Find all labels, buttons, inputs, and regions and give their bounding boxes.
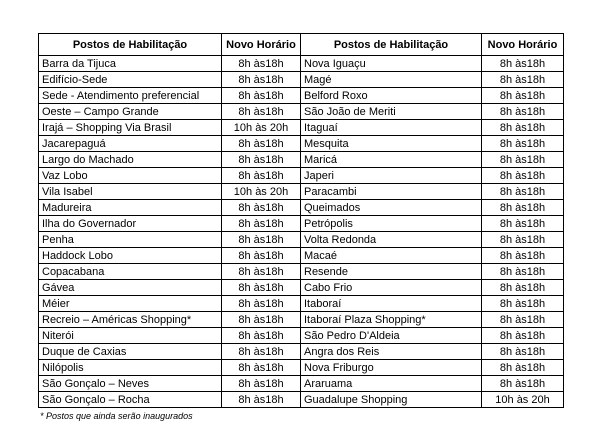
- right-post-cell: Angra dos Reis: [301, 344, 482, 360]
- left-hours-cell: 8h às18h: [222, 72, 301, 88]
- right-post-cell: Itaboraí Plaza Shopping*: [301, 312, 482, 328]
- right-hours-cell: 10h às 20h: [482, 392, 564, 408]
- left-hours-cell: 8h às18h: [222, 200, 301, 216]
- right-hours-cell: 8h às18h: [482, 312, 564, 328]
- left-post-cell: Oeste – Campo Grande: [39, 104, 222, 120]
- left-hours-cell: 8h às18h: [222, 88, 301, 104]
- right-post-cell: Volta Redonda: [301, 232, 482, 248]
- right-hours-cell: 8h às18h: [482, 152, 564, 168]
- right-hours-cell: 8h às18h: [482, 264, 564, 280]
- right-hours-cell: 8h às18h: [482, 248, 564, 264]
- left-hours-cell: 8h às18h: [222, 296, 301, 312]
- table-row: [39, 376, 564, 392]
- right-post-cell: São João de Meriti: [301, 104, 482, 120]
- table-row: [39, 168, 564, 184]
- right-hours-cell: 8h às18h: [482, 344, 564, 360]
- table-row: [39, 232, 564, 248]
- left-hours-cell: 8h às18h: [222, 216, 301, 232]
- left-post-cell: Copacabana: [39, 264, 222, 280]
- table-row: [39, 88, 564, 104]
- right-hours-cell: 8h às18h: [482, 376, 564, 392]
- left-post-cell: Edifício-Sede: [39, 72, 222, 88]
- left-post-cell: Barra da Tijuca: [39, 56, 222, 72]
- right-post-cell: Paracambi: [301, 184, 482, 200]
- right-hours-cell: 8h às18h: [482, 360, 564, 376]
- table-row: [39, 344, 564, 360]
- left-hours-cell: 8h às18h: [222, 104, 301, 120]
- left-post-cell: Vila Isabel: [39, 184, 222, 200]
- left-hours-cell: 8h às18h: [222, 264, 301, 280]
- right-post-cell: Resende: [301, 264, 482, 280]
- table-row: [39, 200, 564, 216]
- left-hours-cell: 8h às18h: [222, 312, 301, 328]
- right-post-cell: Belford Roxo: [301, 88, 482, 104]
- footnote: * Postos que ainda serão inaugurados: [40, 411, 193, 421]
- table-row: [39, 56, 564, 72]
- table-row: [39, 360, 564, 376]
- right-post-cell: Mesquita: [301, 136, 482, 152]
- table-row: [39, 280, 564, 296]
- table-body: [39, 56, 564, 408]
- right-hours-cell: 8h às18h: [482, 200, 564, 216]
- left-hours-cell: 8h às18h: [222, 392, 301, 408]
- left-hours-cell: 10h às 20h: [222, 120, 301, 136]
- right-hours-cell: 8h às18h: [482, 120, 564, 136]
- table-row: [39, 72, 564, 88]
- left-hours-cell: 8h às18h: [222, 248, 301, 264]
- left-post-cell: Niterói: [39, 328, 222, 344]
- right-hours-cell: 8h às18h: [482, 216, 564, 232]
- left-post-cell: Jacarepaguá: [39, 136, 222, 152]
- table-row: [39, 392, 564, 408]
- right-post-cell: Nova Friburgo: [301, 360, 482, 376]
- left-post-cell: Haddock Lobo: [39, 248, 222, 264]
- table-row: [39, 264, 564, 280]
- left-post-cell: Recreio – Américas Shopping*: [39, 312, 222, 328]
- left-hours-cell: 8h às18h: [222, 232, 301, 248]
- header-hours-left: Novo Horário: [222, 34, 301, 56]
- right-post-cell: Magé: [301, 72, 482, 88]
- right-post-cell: Cabo Frio: [301, 280, 482, 296]
- right-hours-cell: 8h às18h: [482, 328, 564, 344]
- right-hours-cell: 8h às18h: [482, 56, 564, 72]
- right-post-cell: São Pedro D'Aldeia: [301, 328, 482, 344]
- right-post-cell: Petrópolis: [301, 216, 482, 232]
- right-post-cell: Itaguaí: [301, 120, 482, 136]
- header-hours-right: Novo Horário: [482, 34, 564, 56]
- left-hours-cell: 8h às18h: [222, 136, 301, 152]
- left-hours-cell: 8h às18h: [222, 328, 301, 344]
- right-hours-cell: 8h às18h: [482, 184, 564, 200]
- right-hours-cell: 8h às18h: [482, 136, 564, 152]
- left-post-cell: Largo do Machado: [39, 152, 222, 168]
- left-post-cell: São Gonçalo – Neves: [39, 376, 222, 392]
- left-post-cell: Gávea: [39, 280, 222, 296]
- table-row: [39, 248, 564, 264]
- left-hours-cell: 8h às18h: [222, 376, 301, 392]
- table-row: [39, 104, 564, 120]
- left-post-cell: São Gonçalo – Rocha: [39, 392, 222, 408]
- table-row: [39, 216, 564, 232]
- header-post-left: Postos de Habilitação: [39, 34, 222, 56]
- right-hours-cell: 8h às18h: [482, 232, 564, 248]
- left-post-cell: Sede - Atendimento preferencial: [39, 88, 222, 104]
- table-row: [39, 312, 564, 328]
- right-post-cell: Araruama: [301, 376, 482, 392]
- right-post-cell: Guadalupe Shopping: [301, 392, 482, 408]
- right-hours-cell: 8h às18h: [482, 296, 564, 312]
- left-post-cell: Méier: [39, 296, 222, 312]
- left-hours-cell: 10h às 20h: [222, 184, 301, 200]
- left-post-cell: Nilópolis: [39, 360, 222, 376]
- schedule-table: [38, 33, 564, 408]
- left-post-cell: Vaz Lobo: [39, 168, 222, 184]
- table-row: [39, 296, 564, 312]
- right-post-cell: Itaboraí: [301, 296, 482, 312]
- right-hours-cell: 8h às18h: [482, 280, 564, 296]
- right-hours-cell: 8h às18h: [482, 88, 564, 104]
- left-hours-cell: 8h às18h: [222, 168, 301, 184]
- table-row: [39, 136, 564, 152]
- table-row: [39, 120, 564, 136]
- right-post-cell: Japeri: [301, 168, 482, 184]
- left-post-cell: Duque de Caxias: [39, 344, 222, 360]
- right-post-cell: Queimados: [301, 200, 482, 216]
- left-post-cell: Irajá – Shopping Via Brasil: [39, 120, 222, 136]
- table-row: [39, 152, 564, 168]
- left-hours-cell: 8h às18h: [222, 56, 301, 72]
- table-row: [39, 184, 564, 200]
- right-post-cell: Maricá: [301, 152, 482, 168]
- right-post-cell: Macaé: [301, 248, 482, 264]
- left-hours-cell: 8h às18h: [222, 344, 301, 360]
- right-post-cell: Nova Iguaçu: [301, 56, 482, 72]
- left-post-cell: Ilha do Governador: [39, 216, 222, 232]
- left-post-cell: Madureira: [39, 200, 222, 216]
- right-hours-cell: 8h às18h: [482, 104, 564, 120]
- left-post-cell: Penha: [39, 232, 222, 248]
- header-post-right: Postos de Habilitação: [301, 34, 482, 56]
- right-hours-cell: 8h às18h: [482, 72, 564, 88]
- table-row: [39, 328, 564, 344]
- left-hours-cell: 8h às18h: [222, 360, 301, 376]
- left-hours-cell: 8h às18h: [222, 280, 301, 296]
- left-hours-cell: 8h às18h: [222, 152, 301, 168]
- header-row: [39, 34, 564, 56]
- right-hours-cell: 8h às18h: [482, 168, 564, 184]
